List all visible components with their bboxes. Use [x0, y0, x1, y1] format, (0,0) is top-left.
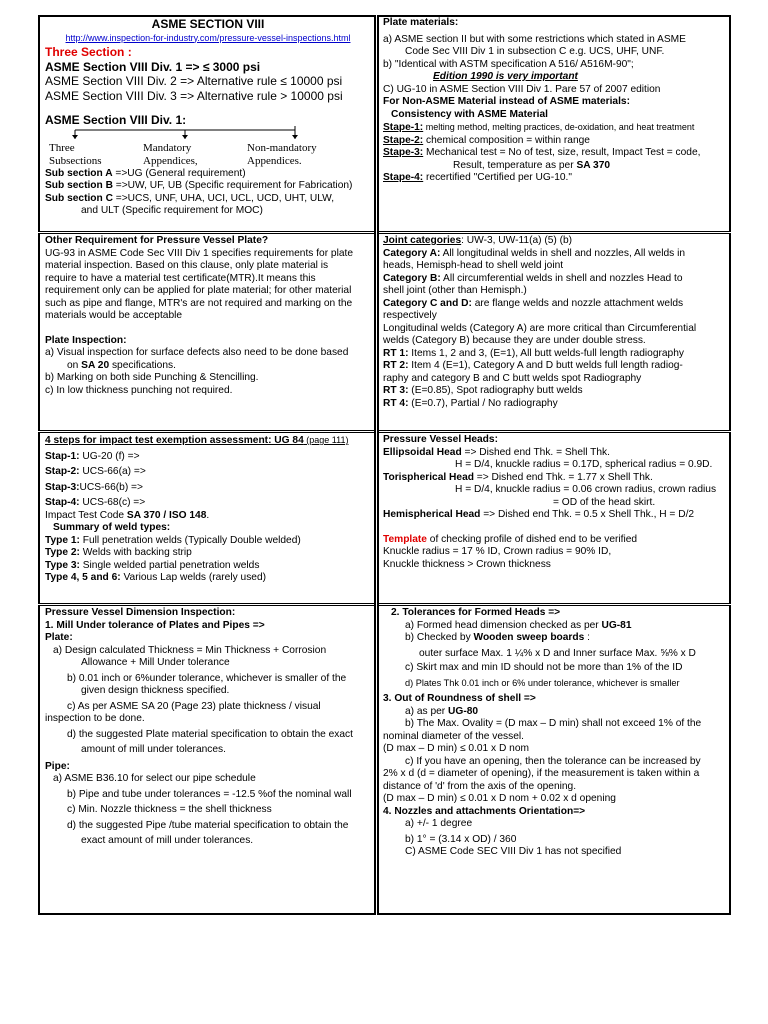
rt-1: RT 1: Items 1, 2 and 3, (E=1), All butt welds-full length radiography [383, 347, 684, 359]
inspection-a: a) Visual inspection for surface defects also need to be done based [45, 347, 349, 358]
formed-heads-heading: 2. Tolerances for Formed Heads => [391, 607, 561, 618]
sub-section-b: Sub section B =>UW, UF, UB (Specific requirement for Fabrication) [45, 180, 353, 191]
plate-heading: Plate: [45, 632, 73, 643]
sub-section-c-cont: and ULT (Specific requirement for MOC) [81, 205, 263, 216]
nozzles-heading: 4. Nozzles and attachments Orientation=> [383, 805, 586, 817]
plate-a-cont: Allowance + Mill Under tolerance [81, 657, 230, 668]
torispherical-head-cont2: = OD of the head skirt. [553, 496, 656, 508]
rt-4: RT 4: (E=0.7), Partial / No radiography [383, 397, 558, 409]
rt-2: RT 2: Item 4 (E=1), Category A and D butt welds full length radiog- [383, 360, 683, 371]
stap-3: Stap-3:UCS-66(b) => [45, 481, 143, 493]
impact-test-cell [42, 433, 374, 603]
pipe-b: b) Pipe and tube under tolerances = -12.5 %of the nominal wall [67, 788, 352, 800]
tree-mandatory: Mandatory [143, 141, 192, 154]
longitudinal-note: Longitudinal welds (Category A) are more critical than Circumferential [383, 322, 697, 334]
torispherical-head-cont: H = D/4, knuckle radius = 0.06 crown radius, crown radius [455, 484, 717, 495]
source-link[interactable]: http://www.inspection-for-industry.com/pressure-vessel-inspections.html [65, 32, 351, 43]
category-cd-cont: respectively [383, 310, 437, 321]
plate-d-cont: amount of mill under tolerances. [81, 744, 226, 755]
plate-a: a) Design calculated Thickness = Min Thickness + Corrosion [53, 644, 327, 656]
para-line: materials would be acceptable [45, 310, 183, 321]
para-line: require to have a material test certificate(MTR).It means this [45, 272, 316, 284]
torispherical-head: Torispherical Head => Dished end Thk. = 1.77 x Shell Thk. [383, 471, 653, 483]
formed-heads-b: b) Checked by Wooden sweep boards : [405, 632, 590, 643]
inspection-a-cont: on SA 20 specifications. [67, 359, 176, 371]
longitudinal-note-cont: welds (Category B) because they are under double stress. [383, 335, 646, 346]
joint-categories-title: Joint categories: UW-3, UW-11(a) (5) (b) [383, 235, 573, 246]
nozzles-a: a) +/- 1 degree [405, 818, 473, 829]
weld-type-1: Type 1: Full penetration welds (Typically Double welded) [45, 534, 301, 546]
dimension-inspection-cell [42, 606, 374, 912]
joint-categories-cell [380, 234, 730, 430]
tree-labels [45, 142, 371, 168]
roundness-c-cont: 2% x d (d = diameter of opening), if the measurement is taken within a [383, 768, 700, 779]
plate-materials-cell [380, 16, 730, 231]
formed-heads-d: d) Plates Thk 0.01 inch or 6% under tolerance, whichever is smaller [405, 677, 680, 688]
rt-3: RT 3: (E=0.85), Spot radiography butt welds [383, 385, 583, 396]
roundness-b: b) The Max. Ovality = (D max – D min) shall not exceed 1% of the [405, 718, 702, 729]
category-a-cont: heads, Hemisph-head to shell weld joint [383, 260, 564, 271]
out-of-roundness-heading: 3. Out of Roundness of shell => [383, 693, 536, 704]
ellipsoidal-head: Ellipsoidal Head => Dished end Thk. = Shell Thk. [383, 446, 610, 458]
page-title: ASME SECTION VIII [151, 17, 265, 31]
impact-test-code: Impact Test Code SA 370 / ISO 148. [45, 509, 210, 521]
stap-1: Stap-1: UG-20 (f) => [45, 450, 140, 462]
div1-line: ASME Section VIII Div. 1 => ≤ 3000 psi [45, 59, 261, 74]
category-cd: Category C and D: are flange welds and nozzle attachment welds [383, 297, 684, 309]
hemispherical-head: Hemispherical Head => Dished end Thk. = 0.5 x Shell Thk., H = D/2 [383, 509, 695, 520]
stape-3: Stape-3: Mechanical test = No of test, size, result, Impact Test = code, [383, 147, 701, 158]
sub-section-c: Sub section C =>UCS, UNF, UHA, UCI, UCL, UCD, UHT, ULW, [45, 192, 335, 204]
roundness-formula-2: (D max – D min) ≤ 0.01 x D nom + 0.02 x d opening [383, 793, 616, 804]
roundness-b-cont: nominal diameter of the vessel. [383, 730, 524, 742]
three-section-label: Three Section : [45, 45, 132, 59]
plate-d: d) the suggested Plate material specification to obtain the exact [67, 728, 353, 740]
plate-b: b) 0.01 inch or 6%under tolerance, whichever is smaller of the [67, 672, 347, 684]
div1-heading: ASME Section VIII Div. 1: [45, 113, 187, 127]
weld-type-2: Type 2: Welds with backing strip [45, 547, 192, 558]
formed-heads-b-cont: outer surface Max. 1 ¼% x D and Inner surface Max. ⅝% x D [419, 647, 696, 659]
tree-nm-appendices: Appendices. [247, 154, 302, 167]
knuckle-radius: Knuckle radius = 17 % ID, Crown radius = 90% ID, [383, 546, 612, 557]
roundness-a: a) as per UG-80 [405, 705, 479, 717]
template-note: Template of checking profile of dished end to be verified [383, 533, 638, 545]
plate-materials-a1: a) ASME section II but with some restrictions which stated in ASME [383, 33, 686, 45]
pipe-a: a) ASME B36.10 for select our pipe schedule [53, 773, 256, 784]
vessel-heads-cell [380, 433, 730, 603]
roundness-c-cont2: distance of 'd' from the axis of the opening. [383, 780, 577, 792]
ellipsoidal-head-cont: H = D/4, knuckle radius = 0.17D, spherical radius = 0.9D. [455, 459, 713, 470]
impact-test-title: 4 steps for impact test exemption assessment: UG 84 (page 111) [45, 435, 349, 446]
tolerances-cell [380, 606, 730, 912]
other-requirement-title: Other Requirement for Pressure Vessel Plate? [45, 235, 269, 246]
rt-2-cont: raphy and category B and C butt welds spot Radiography [383, 372, 642, 384]
category-b-cont: shell joint (other than Hemisph.) [383, 285, 527, 296]
stape-3-cont: Result, temperature as per SA 370 [453, 159, 611, 171]
pipe-c: c) Min. Nozzle thickness = the shell thickness [67, 804, 272, 815]
stap-2: Stap-2: UCS-66(a) => [45, 466, 146, 477]
para-line: such as pipe and flange, MTR's are not required and marking on the [45, 297, 353, 309]
pipe-d-cont: exact amount of mill under tolerances. [81, 835, 254, 846]
div3-line: ASME Section VIII Div. 3 => Alternative rule > 10000 psi [45, 88, 343, 103]
tree-three: Three [49, 141, 75, 154]
plate-c-cont: inspection to be done. [45, 713, 145, 724]
plate-materials-a2: Code Sec VIII Div 1 in subsection C e.g. UCS, UHF, UNF. [405, 46, 665, 57]
formed-heads-c: c) Skirt max and min ID should not be more than 1% of the ID [405, 662, 683, 673]
stape-2: Stape-2: chemical composition = within range [383, 134, 590, 146]
plate-b-cont: given design thickness specified. [81, 685, 230, 696]
pipe-heading: Pipe: [45, 760, 70, 772]
weld-types-heading: Summary of weld types: [53, 522, 171, 533]
para-line: requirement only can be applied for plate material; for other material [45, 285, 352, 296]
tree-appendices: Appendices, [143, 154, 198, 167]
nozzles-c: C) ASME Code SEC VIII Div 1 has not specified [405, 846, 622, 857]
para-line: UG-93 in ASME Code Sec VIII Div 1 specifies requirements for plate [45, 247, 354, 259]
category-b: Category B: All circumferential welds in shell and nozzles Head to [383, 272, 683, 284]
stap-4: Stap-4: UCS-68(c) => [45, 497, 146, 508]
inspection-b: b) Marking on both side Punching & Stencilling. [45, 372, 259, 383]
dimension-inspection-title: Pressure Vessel Dimension Inspection: [45, 607, 236, 618]
vessel-heads-title: Pressure Vessel Heads: [383, 434, 498, 445]
tree-nonmandatory: Non-mandatory [247, 141, 317, 154]
plate-c: c) As per ASME SA 20 (Page 23) plate thickness / visual [67, 700, 321, 712]
plate-materials-c1: C) UG-10 in ASME Section VIII Div 1. Pare 57 of 2007 edition [383, 83, 661, 95]
roundness-c: c) If you have an opening, then the tolerance can be increased by [405, 755, 701, 767]
stape-1: Stape-1: melting method, melting practices, de-oxidation, and heat treatment [383, 122, 695, 133]
nozzles-b: b) 1° = (3.14 x OD) / 360 [405, 833, 517, 845]
category-a: Category A: All longitudinal welds in shell and nozzles, All welds in [383, 247, 685, 259]
sub-section-a: Sub section A =>UG (General requirement) [45, 167, 246, 179]
para-line: material inspection. Based on this clause, only plate material is [45, 260, 329, 271]
weld-type-3: Type 3: Single welded partial penetration welds [45, 559, 260, 571]
asme-section-viii-cell [42, 16, 374, 231]
plate-inspection-heading: Plate Inspection: [45, 334, 127, 346]
div2-line: ASME Section VIII Div. 2 => Alternative rule ≤ 10000 psi [45, 74, 343, 88]
edition-note: Edition 1990 is very important [433, 71, 578, 82]
roundness-formula-1: (D max – D min) ≤ 0.01 x D nom [383, 743, 529, 754]
plate-materials-b1: b) "Identical with ASTM specification A 516/ A516M-90"; [383, 58, 634, 70]
pipe-d: d) the suggested Pipe /tube material specification to obtain the [67, 819, 349, 831]
column-divider [374, 15, 379, 915]
knuckle-thickness: Knuckle thickness > Crown thickness [383, 558, 551, 570]
other-requirement-cell [42, 234, 374, 430]
inspection-c: c) In low thickness punching not required. [45, 384, 233, 396]
mill-under-tolerance-heading: 1. Mill Under tolerance of Plates and Pipes => [45, 619, 265, 631]
tree-lines [65, 126, 325, 140]
plate-materials-title: Plate materials: [383, 17, 459, 28]
formed-heads-a: a) Formed head dimension checked as per UG-81 [405, 619, 632, 631]
non-asme-heading: For Non-ASME Material instead of ASME materials: [383, 96, 630, 107]
stape-4: Stape-4: recertified "Certified per UG-10." [383, 172, 572, 183]
weld-type-4-6: Type 4, 5 and 6: Various Lap welds (rarely used) [45, 572, 267, 583]
tree-subsections: Subsections [49, 154, 102, 167]
consistency-heading: Consistency with ASME Material [391, 108, 548, 120]
